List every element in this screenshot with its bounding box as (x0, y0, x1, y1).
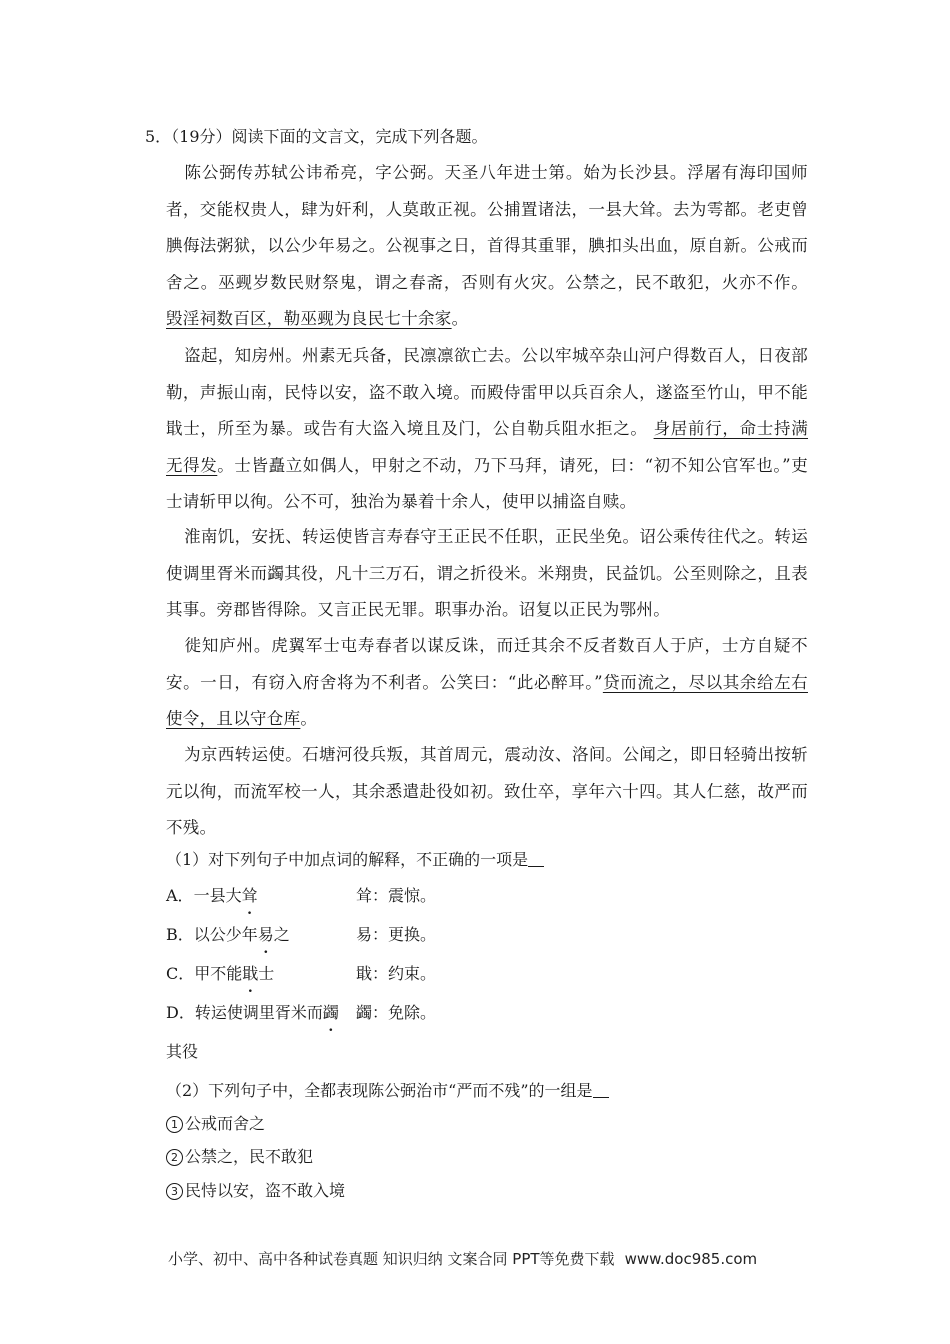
statement-item-1 (166, 1111, 265, 1137)
footer-url[interactable]: www.doc985.com (624, 1250, 758, 1268)
dotted-word: 蠲 (322, 1003, 339, 1022)
option-explanation: 戢：约束。 (356, 964, 437, 983)
option-post: 士 (258, 964, 275, 983)
underlined-sentence-1: 毁淫祠数百区，勒巫觋为良民七十余家 (166, 309, 452, 328)
passage-p5-text: 为京西转运使。石塘河役兵叛，其首周元，震动汝、洛间。公闻之，即日轻骑出按斩元以徇，而流军校一人，其余悉遣赴役如初。致仕卒，享年六十四。其人仁慈，故严而不残。 (166, 745, 808, 837)
sub2-prompt-text: （2）下列句子中，全都表现陈公弼治市“严而不残”的一组是 (166, 1081, 593, 1100)
passage-paragraph-2 (166, 338, 808, 521)
passage-paragraph-1 (166, 155, 808, 338)
sub-question-2-prompt (166, 1078, 609, 1104)
answer-blank-2[interactable] (593, 1081, 609, 1098)
option-c (166, 961, 436, 987)
statement-item-3 (166, 1178, 345, 1204)
question-header: 5．（19分）阅读下面的文言文，完成下列各题。 (145, 127, 488, 146)
footer-text: 小学、初中、高中各种试卷真题 知识归纳 文案合同 PPT等免费下载 (168, 1250, 615, 1268)
passage-p3-text: 淮南饥，安抚、转运使皆言寿春守王正民不任职，正民坐免。诏公乘传往代之。转运使调里胥米而蠲其役，凡十三万石，谓之折役米。米翔贵，民益饥。公至则除之，且表其事。旁郡皆得除。又言正民无罪。职事办治。诏复以正民为鄂州。 (166, 527, 808, 619)
sub1-prompt-text: （1）对下列句子中加点词的解释，不正确的一项是 (166, 850, 529, 869)
statement-text: 民恃以安，盗不敢入境 (185, 1181, 346, 1200)
passage-p1-text: 陈公弼传苏轼公讳希亮，字公弼。天圣八年进士第。始为长沙县。浮屠有海印国师者，交能权贵人，肆为奸利，人莫敢正视。公捕置诸法，一县大耸。去为雩都。老吏曾腆侮法粥狱，以公少年易之。公视事之日，首得其重罪，腆扣头出血，原自新。公戒而舍之。巫觋岁数民财祭鬼，谓之春斋，否则有火灾。公禁之，民不敢犯，火亦不作。 (166, 163, 808, 292)
circled-number: 1 (166, 1116, 183, 1133)
option-letter: C． (166, 964, 195, 983)
statement-text: 公戒而舍之 (185, 1114, 266, 1133)
option-d-wrap: 其役 (166, 1042, 199, 1061)
option-pre: 一县大 (193, 886, 242, 905)
statement-item-2 (166, 1144, 313, 1170)
circled-number: 2 (166, 1149, 183, 1166)
option-letter: A． (166, 886, 194, 905)
page-footer (168, 1248, 757, 1269)
option-explanation: 耸：震惊。 (356, 886, 437, 905)
answer-blank-1[interactable] (528, 850, 544, 867)
option-pre: 转运使调里胥米而 (194, 1003, 323, 1022)
option-letter: B． (166, 925, 194, 944)
passage-paragraph-5 (166, 737, 808, 847)
passage-paragraph-4 (166, 628, 808, 738)
passage-p2-text: 盗起，知房州。州素无兵备，民凛凛欲亡去。公以牢城卒杂山河户得数百人，日夜部勒，声振山南，民恃以安，盗不敢入境。而殿侍雷甲以兵百余人，遂盗至竹山，甲不能戢士，所至为暴。或告有大盗入境且及门，公自勒兵阻水拒之。 (166, 346, 808, 438)
option-d (166, 1000, 436, 1026)
underlined-sentence-3: 贷而流之，尽以其余给左右使令，且以守仓库 (166, 672, 808, 728)
underlined-sentence-2: 身居前行，命士持满无得发 (166, 419, 809, 475)
dotted-word: 耸 (241, 886, 258, 905)
passage-p2-end: 。士皆矗立如偶人，甲射之不动，乃下马拜，请死，曰：“初不知公官军也。”吏士请斩甲以徇。公不可，独治为暴着十余人，使甲以捕盗自赎。 (166, 455, 809, 511)
option-explanation: 蠲：免除。 (356, 1003, 437, 1022)
sub-question-1-prompt (166, 847, 544, 873)
passage-p4-text: 徙知庐州。虎翼军士屯寿春者以谋反诛，而迁其余不反者数百人于庐，士方自疑不安。一日，有窃入府舍将为不利者。公笑曰：“此必醉耳。” (166, 636, 808, 692)
circled-number: 3 (166, 1183, 183, 1200)
passage-p4-end: 。 (300, 709, 318, 728)
option-a (166, 883, 436, 909)
option-pre: 甲不能 (194, 964, 243, 983)
option-post: 之 (273, 925, 290, 944)
statement-text: 公禁之，民不敢犯 (185, 1147, 314, 1166)
passage-p1-end: 。 (451, 309, 469, 328)
passage-paragraph-3 (166, 519, 808, 629)
option-letter: D． (166, 1003, 195, 1022)
option-explanation: 易：更换。 (356, 925, 437, 944)
option-b (166, 922, 436, 948)
dotted-word: 易 (257, 925, 274, 944)
option-pre: 以公少年 (193, 925, 258, 944)
dotted-word: 戢 (242, 964, 259, 983)
